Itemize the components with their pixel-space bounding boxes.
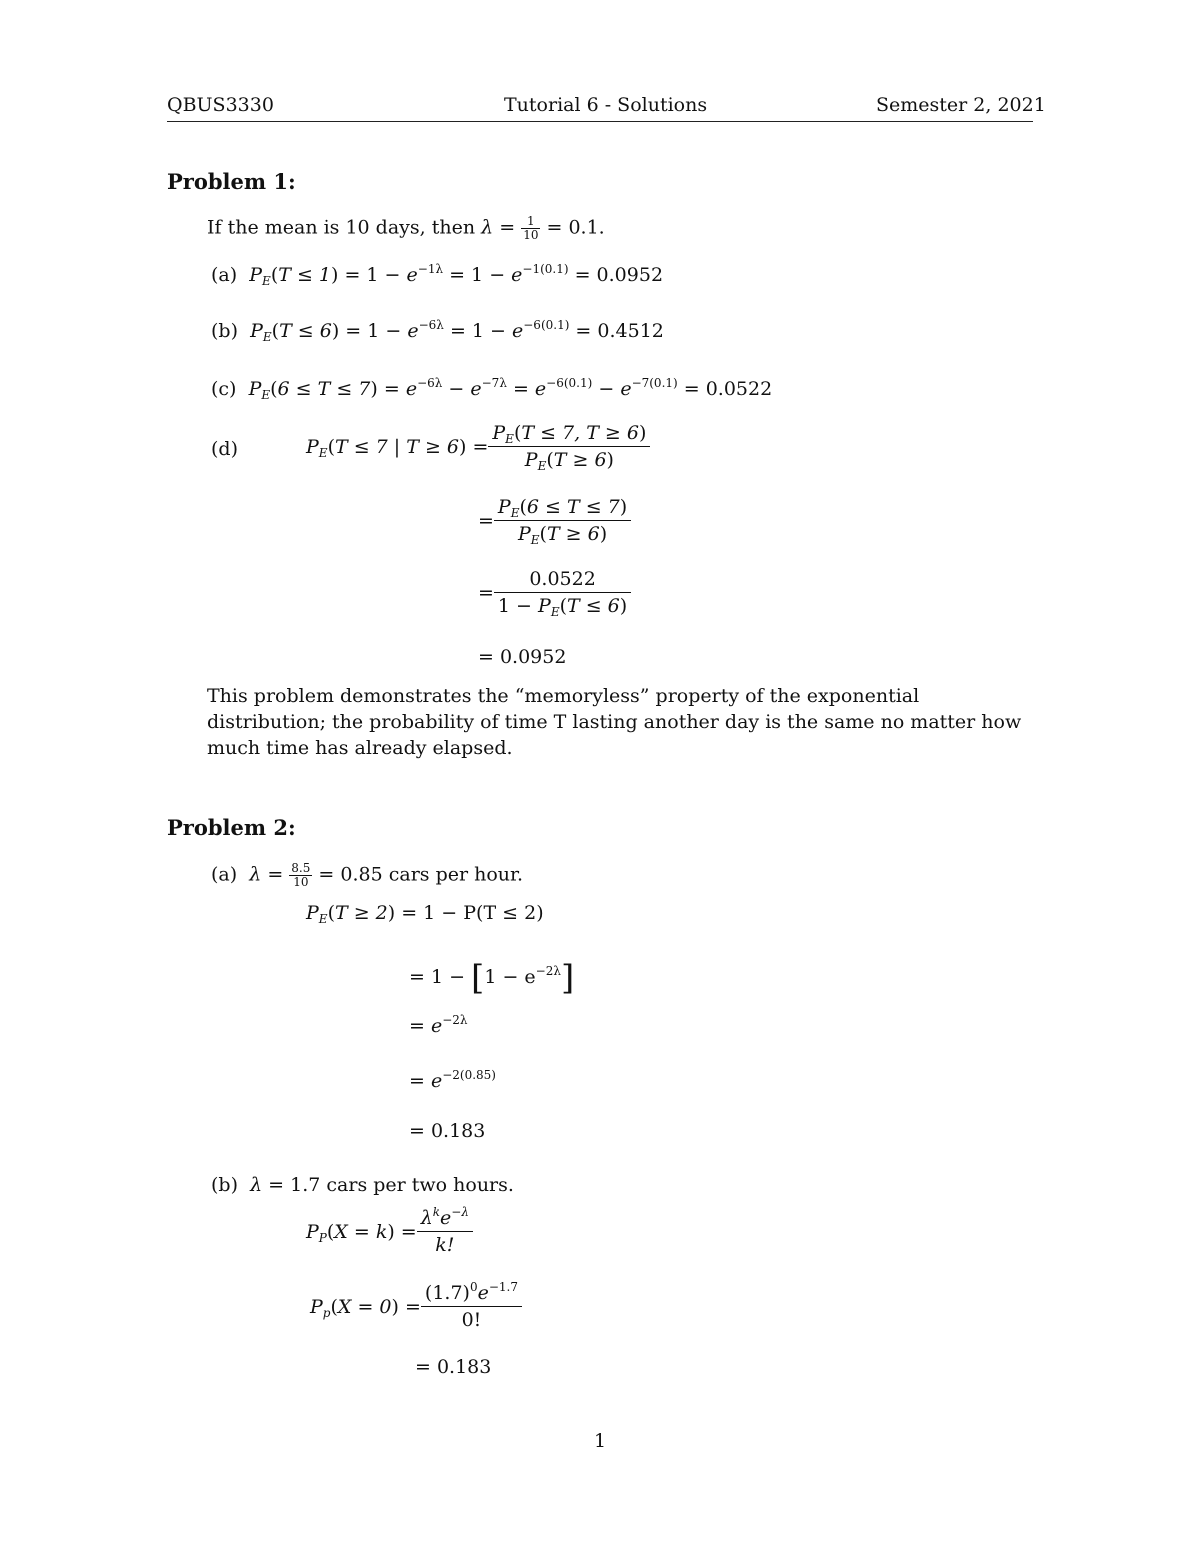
p2-b-p0-lhs: X = 0: [337, 1295, 392, 1318]
p1-d-f2-den: T ≥ 6: [546, 523, 600, 545]
p1-intro-fraction: $\frac{1}{10}$: [523, 214, 539, 242]
p1-d-fraction-2: $\frac{P_E(6 \le T \le 7)}{P_E(T \ge 6)}$: [494, 496, 631, 545]
p1-b-rhs2: = 1 −: [443, 320, 512, 342]
p1-a-label: (a): [211, 264, 238, 286]
p2-a-line3-exp: −2λ: [442, 1013, 468, 1027]
header-course: QBUS3330: [167, 94, 274, 116]
p1-b-result: = 0.4512: [569, 320, 664, 342]
page-number: 1: [594, 1430, 607, 1452]
p1-intro: If the mean is 10 days, then λ = $\frac{1}{10}$ = 0.1.: [207, 214, 605, 242]
p1-b-label: (b): [211, 320, 238, 342]
p2-a-line1-rhs: = 1 − P(T ≤ 2): [395, 902, 544, 924]
p2-a-line1-lhs: T ≥ 2: [334, 902, 388, 924]
problem-1-heading: Problem 1:: [167, 169, 296, 194]
p2-a-frac-den: 10: [293, 875, 309, 889]
p2-a-rate-text: = 0.85 cars per hour.: [312, 863, 524, 886]
p1-c-exp2: −7λ: [481, 376, 507, 390]
p1-intro-text: If the mean is 10 days, then: [207, 216, 482, 239]
p1-d-line2: = $\frac{P_E(6 \le T \le 7)}{P_E(T \ge 6)}$: [478, 496, 631, 545]
p2-b-p0-pow: 0: [469, 1280, 478, 1294]
p2-b-pmf: $P_P(X = k)$ = $\frac{\lambda^ke^{-\lambda}}{k!}$: [306, 1207, 473, 1256]
p2-a-fraction: [289, 862, 312, 889]
p1-a-exp2: −1(0.1): [522, 262, 569, 276]
p1-b-rhs1: = 1 −: [339, 320, 408, 342]
p1-c-lhs: 6 ≤ T ≤ 7: [277, 378, 371, 400]
p2-a-line1: $P_E(T \ge 2) = 1 - P(T \le 2)$: [306, 902, 544, 926]
p1-part-b: (b) $P_E(T \le 6) = 1 - e^{-6\lambda} = 1 - e^{-6(0.1)} = 0.4512$: [211, 318, 664, 344]
p1-a-exp1: −1λ: [417, 262, 444, 276]
p2-b-rate-text: = 1.7 cars per two hours.: [262, 1174, 514, 1196]
problem-2-heading: Problem 2:: [167, 815, 296, 840]
p2-a-line4-exp: −2(0.85): [442, 1068, 496, 1082]
header-semester: Semester 2, 2021: [876, 94, 1046, 116]
p1-a-lhs: T ≤ 1: [278, 264, 331, 286]
p1-conclusion: This problem demonstrates the “memoryless” property of the exponential distribution; the probability of time T lasting another day is the same no matter how much time has already elapsed.: [207, 685, 1022, 759]
p2-b-p0-den: 0!: [461, 1309, 482, 1331]
p2-b-p0: $P_p(X = 0)$ = $\frac{(1.7)^0e^{-1.7}}{0!}$: [310, 1282, 522, 1331]
p1-d-fraction-1: $\frac{P_E(T \le 7, T \ge 6)}{P_E(T \ge 6)}$: [488, 422, 650, 471]
p2-a-line2: = $1 - [1 - e^{-2\lambda}]$: [409, 958, 575, 998]
p1-d-line3: = $\frac{0.0522}{1 - P_E(T \le 6)}$: [478, 568, 631, 617]
p1-c-result: = 0.0522: [677, 378, 773, 400]
p2-b-pmf-den: k!: [435, 1234, 455, 1256]
p1-a-rhs2: = 1 −: [443, 264, 512, 286]
p2-a-label: (a): [211, 863, 238, 886]
p2-a-line4: = $e^{-2(0.85)}$: [409, 1068, 496, 1092]
p1-d-f1-den: T ≥ 6: [553, 449, 607, 471]
p2-a-line3: = $e^{-2\lambda}$: [409, 1013, 468, 1037]
header-title: Tutorial 6 - Solutions: [504, 94, 708, 116]
p1-d-f2-num: 6 ≤ T ≤ 7: [526, 496, 620, 518]
p1-b-exp2: −6(0.1): [523, 318, 570, 332]
p1-d-f1-num: T ≤ 7, T ≥ 6: [521, 422, 639, 444]
p2-part-a-rate: (a) λ = $\frac{8.5}{10}$ = 0.85 cars per hour.: [211, 861, 524, 889]
p2-b-label: (b): [211, 1174, 238, 1196]
p2-b-pmf-lhs: X = k: [334, 1220, 388, 1243]
p1-c-exp3: −6(0.1): [546, 376, 593, 390]
p1-b-exp1: −6λ: [418, 318, 444, 332]
p1-d-result: = 0.0952: [478, 646, 567, 668]
p1-a-result: = 0.0952: [568, 264, 664, 286]
p2-b-p0-exp: −1.7: [488, 1280, 518, 1294]
header-rule: [167, 121, 1033, 122]
p1-d-fraction-3: $\frac{0.0522}{1 - P_E(T \le 6)}$: [494, 568, 631, 617]
p1-d-f3-num: 0.0522: [494, 568, 631, 593]
p1-a-rhs1: = 1 −: [338, 264, 407, 286]
p1-d-f3-den-pre: 1 −: [497, 595, 539, 617]
p1-c-exp1: −6λ: [417, 376, 443, 390]
p1-part-a: (a) $P_E(T \le 1) = 1 - e^{-1\lambda} = 1 - e^{-1(0.1)} = 0.0952$: [211, 262, 664, 288]
p1-part-c: (c) $P_E(6 \le T \le 7) = e^{-6\lambda} - e^{-7\lambda} = e^{-6(0.1)} - e^{-7(0.1)} = 0.0522$: [211, 376, 773, 402]
p1-c-label: (c): [211, 378, 237, 400]
p1-d-label: (d): [211, 438, 238, 460]
p2-a-line2-pre: = 1 −: [409, 966, 472, 988]
p2-b-pmf-fraction: $\frac{\lambda^ke^{-\lambda}}{k!}$: [417, 1207, 473, 1256]
p2-a-line2-in: 1 − e: [484, 966, 536, 988]
p1-d-lhs: T ≤ 7 | T ≥ 6: [334, 435, 459, 458]
p2-a-frac-num: 8.5: [291, 861, 311, 875]
p1-b-lhs: T ≤ 6: [279, 320, 332, 342]
p2-b-p0-base: (1.7): [424, 1282, 470, 1304]
p2-b-p0-fraction: $\frac{(1.7)^0e^{-1.7}}{0!}$: [421, 1282, 522, 1331]
p2-b-result: = 0.183: [415, 1356, 492, 1378]
p1-d-line1: $P_E(T \le 7$ | T ≥ 6) = $\frac{P_E(T \le 7, T \ge 6)}{P_E(T \ge 6)}$: [306, 422, 650, 471]
p1-c-exp4: −7(0.1): [631, 376, 678, 390]
p2-part-b-rate: (b) λ = 1.7 cars per two hours.: [211, 1174, 514, 1196]
p1-d-f3-den: T ≤ 6: [567, 595, 620, 617]
p2-a-line5: = 0.183: [409, 1120, 486, 1142]
p2-a-line2-exp: −2λ: [535, 964, 561, 978]
